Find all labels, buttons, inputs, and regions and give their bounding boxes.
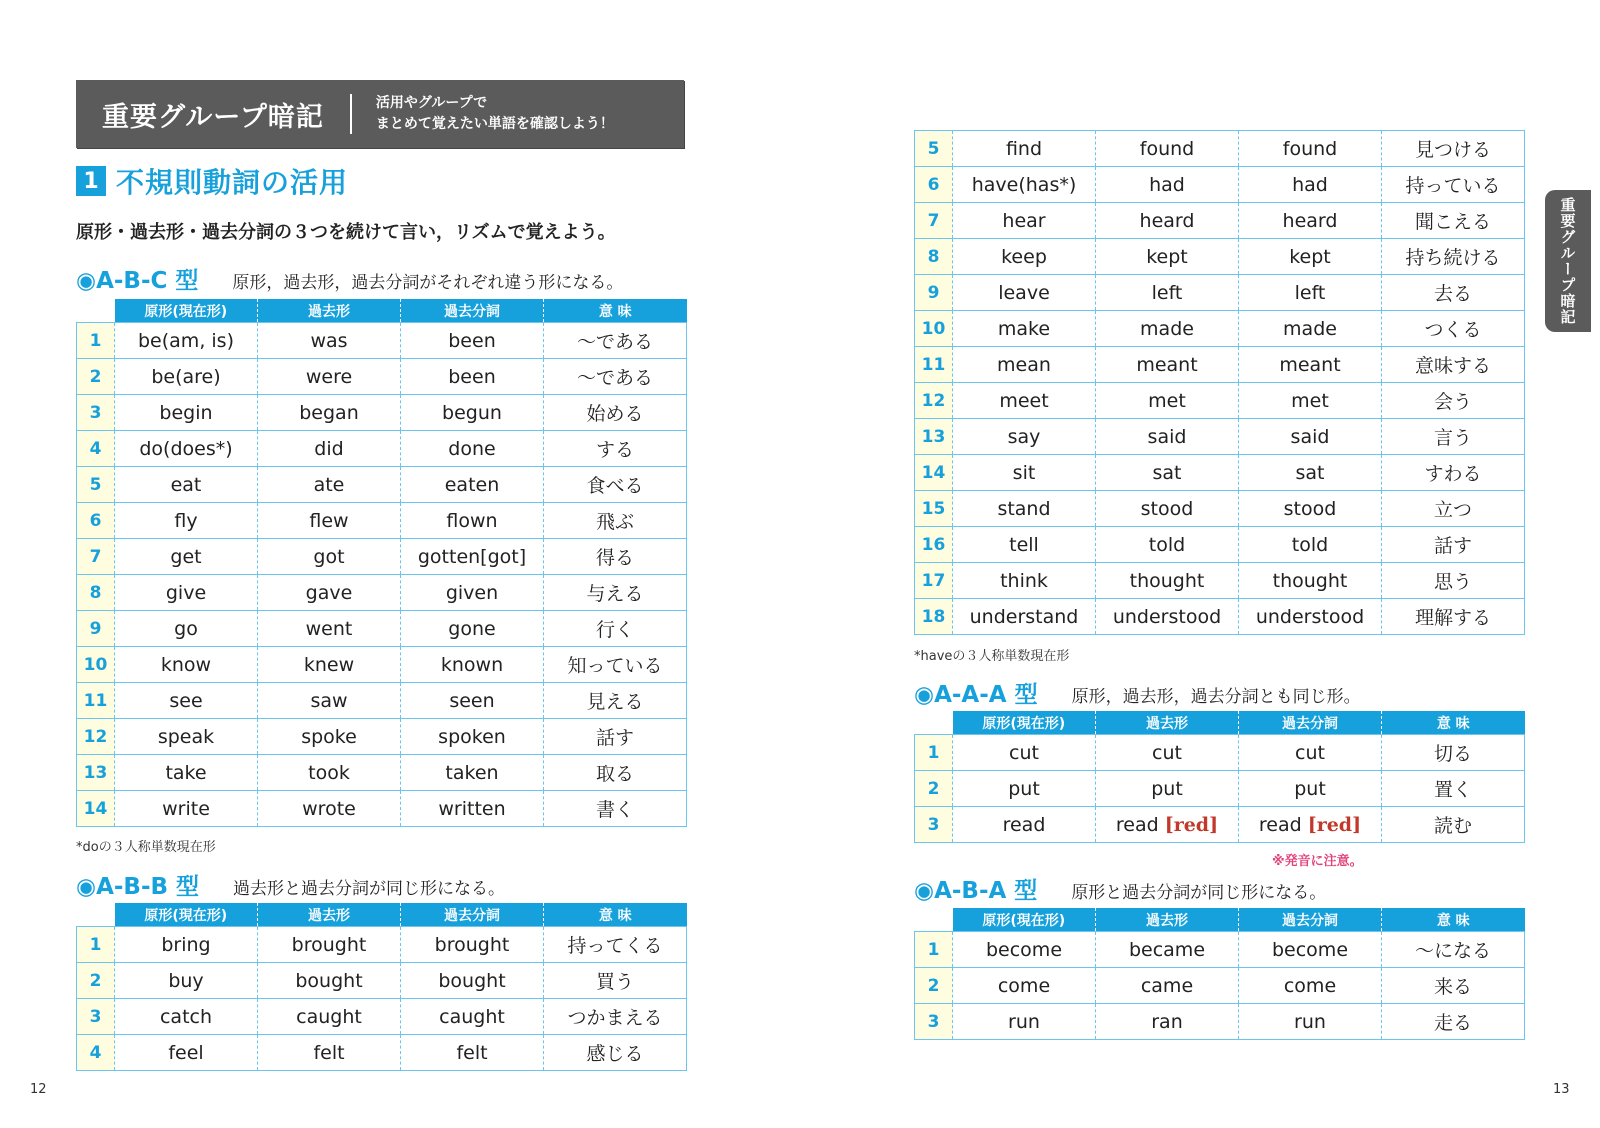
row-number: 14 bbox=[915, 455, 953, 491]
table-row bbox=[915, 419, 1525, 455]
table-row bbox=[77, 683, 687, 719]
past-participle: felt bbox=[401, 1035, 544, 1071]
abc-table bbox=[76, 299, 687, 827]
base-form: keep bbox=[953, 239, 1096, 275]
past-participle: brought bbox=[401, 927, 544, 963]
past-participle: meant bbox=[1239, 347, 1382, 383]
row-number: 12 bbox=[915, 383, 953, 419]
abc-footnote: *doの３人称単数現在形 bbox=[76, 840, 216, 855]
base-form: make bbox=[953, 311, 1096, 347]
meaning: 与える bbox=[544, 575, 687, 611]
past-form: went bbox=[258, 611, 401, 647]
meaning: ～である bbox=[544, 359, 687, 395]
base-form: fly bbox=[115, 503, 258, 539]
row-number: 6 bbox=[915, 167, 953, 203]
row-number: 14 bbox=[77, 791, 115, 827]
base-form: take bbox=[115, 755, 258, 791]
column-header: 原形(現在形) bbox=[953, 908, 1096, 932]
base-form: catch bbox=[115, 999, 258, 1035]
meaning: 書く bbox=[544, 791, 687, 827]
meaning: 切る bbox=[1382, 735, 1525, 771]
meaning: 知っている bbox=[544, 647, 687, 683]
past-form: caught bbox=[258, 999, 401, 1035]
meaning: 見える bbox=[544, 683, 687, 719]
past-form: said bbox=[1096, 419, 1239, 455]
past-form: made bbox=[1096, 311, 1239, 347]
table-row bbox=[915, 527, 1525, 563]
base-form: write bbox=[115, 791, 258, 827]
subtitle-line-1: 活用やグループで bbox=[375, 95, 488, 111]
past-form: told bbox=[1096, 527, 1239, 563]
row-number: 13 bbox=[77, 755, 115, 791]
base-form: run bbox=[953, 1004, 1096, 1040]
row-number: 9 bbox=[77, 611, 115, 647]
row-number: 8 bbox=[915, 239, 953, 275]
table-row bbox=[77, 539, 687, 575]
past-participle: become bbox=[1239, 932, 1382, 968]
table-row bbox=[915, 932, 1525, 968]
past-participle: met bbox=[1239, 383, 1382, 419]
past-participle: written bbox=[401, 791, 544, 827]
past-participle: heard bbox=[1239, 203, 1382, 239]
past-participle: begun bbox=[401, 395, 544, 431]
meaning: 立つ bbox=[1382, 491, 1525, 527]
row-number: 8 bbox=[77, 575, 115, 611]
past-form: had bbox=[1096, 167, 1239, 203]
base-form: hear bbox=[953, 203, 1096, 239]
meaning: すわる bbox=[1382, 455, 1525, 491]
past-participle: seen bbox=[401, 683, 544, 719]
meaning: 持ってくる bbox=[544, 927, 687, 963]
meaning: ～である bbox=[544, 323, 687, 359]
base-form: say bbox=[953, 419, 1096, 455]
base-form: cut bbox=[953, 735, 1096, 771]
meaning: 走る bbox=[1382, 1004, 1525, 1040]
past-participle: spoken bbox=[401, 719, 544, 755]
base-form: be(are) bbox=[115, 359, 258, 395]
table-row bbox=[77, 927, 687, 963]
column-header: 過去形 bbox=[1096, 908, 1239, 932]
base-form: give bbox=[115, 575, 258, 611]
base-form: feel bbox=[115, 1035, 258, 1071]
column-header: 過去分詞 bbox=[401, 903, 544, 927]
meaning: する bbox=[544, 431, 687, 467]
table-row bbox=[915, 491, 1525, 527]
base-form: eat bbox=[115, 467, 258, 503]
column-header: 過去分詞 bbox=[1239, 711, 1382, 735]
row-number: 10 bbox=[77, 647, 115, 683]
row-number: 1 bbox=[77, 323, 115, 359]
aaa-table bbox=[914, 711, 1525, 843]
row-number: 2 bbox=[77, 359, 115, 395]
header-divider bbox=[350, 94, 352, 134]
column-header: 原形(現在形) bbox=[115, 903, 258, 927]
table-row bbox=[915, 167, 1525, 203]
meaning: 置く bbox=[1382, 771, 1525, 807]
base-form: buy bbox=[115, 963, 258, 999]
table-row bbox=[77, 575, 687, 611]
meaning: 見つける bbox=[1382, 131, 1525, 167]
row-number: 3 bbox=[77, 999, 115, 1035]
meaning: 会う bbox=[1382, 383, 1525, 419]
table-row bbox=[915, 347, 1525, 383]
past-form: cut bbox=[1096, 735, 1239, 771]
side-index-tab[interactable]: 重要グループ暗記 bbox=[1545, 190, 1591, 332]
row-number: 3 bbox=[915, 1004, 953, 1040]
past-participle: understood bbox=[1239, 599, 1382, 635]
past-participle: been bbox=[401, 359, 544, 395]
past-form: became bbox=[1096, 932, 1239, 968]
past-participle: flown bbox=[401, 503, 544, 539]
table-row bbox=[77, 791, 687, 827]
meaning: 言う bbox=[1382, 419, 1525, 455]
past-participle: said bbox=[1239, 419, 1382, 455]
chapter-title: 重要グループ暗記 bbox=[102, 101, 324, 133]
base-form: stand bbox=[953, 491, 1096, 527]
row-number: 1 bbox=[915, 735, 953, 771]
past-participle: left bbox=[1239, 275, 1382, 311]
table-row bbox=[915, 239, 1525, 275]
table-row bbox=[915, 203, 1525, 239]
column-header: 意 味 bbox=[544, 299, 687, 323]
header-blank-cell bbox=[77, 299, 115, 323]
past-form: knew bbox=[258, 647, 401, 683]
past-form: took bbox=[258, 755, 401, 791]
table-row bbox=[77, 755, 687, 791]
table-row bbox=[77, 611, 687, 647]
past-form: read [red] bbox=[1096, 807, 1239, 843]
meaning: 読む bbox=[1382, 807, 1525, 843]
abc-title: ◉A-B-C 型 bbox=[76, 268, 199, 294]
chapter-header bbox=[76, 80, 684, 148]
past-participle: told bbox=[1239, 527, 1382, 563]
table-row bbox=[77, 431, 687, 467]
row-number: 6 bbox=[77, 503, 115, 539]
past-form: meant bbox=[1096, 347, 1239, 383]
row-number: 15 bbox=[915, 491, 953, 527]
past-participle: done bbox=[401, 431, 544, 467]
meaning: 意味する bbox=[1382, 347, 1525, 383]
column-header: 原形(現在形) bbox=[115, 299, 258, 323]
chapter-subtitle bbox=[376, 93, 614, 135]
column-header: 過去形 bbox=[258, 903, 401, 927]
past-form: spoke bbox=[258, 719, 401, 755]
table-row bbox=[915, 771, 1525, 807]
pronunciation-mark: [red] bbox=[1307, 813, 1362, 836]
past-form: saw bbox=[258, 683, 401, 719]
abc-heading bbox=[76, 262, 623, 292]
meaning: 行く bbox=[544, 611, 687, 647]
past-form: came bbox=[1096, 968, 1239, 1004]
base-form: put bbox=[953, 771, 1096, 807]
base-form: do(does*) bbox=[115, 431, 258, 467]
aba-heading bbox=[914, 872, 1326, 902]
base-form: find bbox=[953, 131, 1096, 167]
past-form: kept bbox=[1096, 239, 1239, 275]
row-number: 2 bbox=[77, 963, 115, 999]
column-header: 過去分詞 bbox=[1239, 908, 1382, 932]
aba-description: 原形と過去分詞が同じ形になる。 bbox=[1071, 883, 1327, 903]
aba-title: ◉A-B-A 型 bbox=[914, 878, 1038, 904]
base-form: be(am, is) bbox=[115, 323, 258, 359]
past-participle: found bbox=[1239, 131, 1382, 167]
meaning: 得る bbox=[544, 539, 687, 575]
pronunciation-mark: [red] bbox=[1164, 813, 1219, 836]
base-form: meet bbox=[953, 383, 1096, 419]
meaning: 買う bbox=[544, 963, 687, 999]
past-form: brought bbox=[258, 927, 401, 963]
column-header: 過去形 bbox=[1096, 711, 1239, 735]
row-number: 3 bbox=[915, 807, 953, 843]
base-form: read bbox=[953, 807, 1096, 843]
base-form: think bbox=[953, 563, 1096, 599]
past-participle: come bbox=[1239, 968, 1382, 1004]
section-number: 1 bbox=[76, 166, 106, 196]
row-number: 4 bbox=[77, 1035, 115, 1071]
row-number: 11 bbox=[77, 683, 115, 719]
base-form: tell bbox=[953, 527, 1096, 563]
meaning: 取る bbox=[544, 755, 687, 791]
meaning: 感じる bbox=[544, 1035, 687, 1071]
table-row bbox=[77, 647, 687, 683]
past-participle: had bbox=[1239, 167, 1382, 203]
table-row bbox=[915, 563, 1525, 599]
row-number: 3 bbox=[77, 395, 115, 431]
past-form: felt bbox=[258, 1035, 401, 1071]
past-form: thought bbox=[1096, 563, 1239, 599]
table-row bbox=[915, 383, 1525, 419]
row-number: 2 bbox=[915, 771, 953, 807]
table-row bbox=[77, 503, 687, 539]
table-row bbox=[915, 1004, 1525, 1040]
row-number: 12 bbox=[77, 719, 115, 755]
abb-table-continued bbox=[914, 130, 1525, 635]
past-form: were bbox=[258, 359, 401, 395]
section-heading bbox=[76, 164, 348, 198]
row-number: 2 bbox=[915, 968, 953, 1004]
past-form: ran bbox=[1096, 1004, 1239, 1040]
pronunciation-note: ※発音に注意。 bbox=[1272, 854, 1363, 869]
aaa-description: 原形，過去形，過去分詞とも同じ形。 bbox=[1071, 687, 1361, 707]
past-participle: put bbox=[1239, 771, 1382, 807]
table-row bbox=[915, 311, 1525, 347]
past-form: did bbox=[258, 431, 401, 467]
aaa-title: ◉A-A-A 型 bbox=[914, 682, 1038, 708]
meaning: 思う bbox=[1382, 563, 1525, 599]
table-row bbox=[915, 599, 1525, 635]
row-number: 10 bbox=[915, 311, 953, 347]
meaning: 来る bbox=[1382, 968, 1525, 1004]
row-number: 9 bbox=[915, 275, 953, 311]
past-form: heard bbox=[1096, 203, 1239, 239]
base-form: get bbox=[115, 539, 258, 575]
table-row bbox=[915, 968, 1525, 1004]
row-number: 11 bbox=[915, 347, 953, 383]
row-number: 16 bbox=[915, 527, 953, 563]
past-form: bought bbox=[258, 963, 401, 999]
meaning: 飛ぶ bbox=[544, 503, 687, 539]
past-participle: run bbox=[1239, 1004, 1382, 1040]
past-form: began bbox=[258, 395, 401, 431]
table-row bbox=[77, 467, 687, 503]
past-form: wrote bbox=[258, 791, 401, 827]
meaning: 持っている bbox=[1382, 167, 1525, 203]
row-number: 1 bbox=[915, 932, 953, 968]
past-participle: known bbox=[401, 647, 544, 683]
base-form: see bbox=[115, 683, 258, 719]
header-blank-cell bbox=[915, 711, 953, 735]
base-form: speak bbox=[115, 719, 258, 755]
past-form: sat bbox=[1096, 455, 1239, 491]
past-participle: gotten[got] bbox=[401, 539, 544, 575]
column-header: 意 味 bbox=[544, 903, 687, 927]
abb-table bbox=[76, 903, 687, 1071]
base-form: have(has*) bbox=[953, 167, 1096, 203]
base-form: begin bbox=[115, 395, 258, 431]
row-number: 17 bbox=[915, 563, 953, 599]
past-participle: thought bbox=[1239, 563, 1382, 599]
table-row bbox=[915, 735, 1525, 771]
past-form: found bbox=[1096, 131, 1239, 167]
row-number: 18 bbox=[915, 599, 953, 635]
page-number-right: 13 bbox=[1553, 1082, 1570, 1097]
table-row bbox=[915, 807, 1525, 843]
header-blank-cell bbox=[77, 903, 115, 927]
meaning: 食べる bbox=[544, 467, 687, 503]
table-row bbox=[77, 963, 687, 999]
table-row bbox=[77, 359, 687, 395]
past-participle: given bbox=[401, 575, 544, 611]
past-form: got bbox=[258, 539, 401, 575]
aba-table bbox=[914, 908, 1525, 1040]
section-intro: 原形・過去形・過去分詞の３つを続けて言い，リズムで覚えよう。 bbox=[76, 222, 616, 243]
past-form: understood bbox=[1096, 599, 1239, 635]
past-form: left bbox=[1096, 275, 1239, 311]
abb-title: ◉A-B-B 型 bbox=[76, 874, 200, 900]
meaning: 始める bbox=[544, 395, 687, 431]
past-form: stood bbox=[1096, 491, 1239, 527]
past-form: was bbox=[258, 323, 401, 359]
past-participle: read [red] bbox=[1239, 807, 1382, 843]
past-participle: eaten bbox=[401, 467, 544, 503]
meaning: 理解する bbox=[1382, 599, 1525, 635]
page-number-left: 12 bbox=[30, 1082, 47, 1097]
table-row bbox=[915, 455, 1525, 491]
column-header: 意 味 bbox=[1382, 711, 1525, 735]
meaning: つくる bbox=[1382, 311, 1525, 347]
base-form: understand bbox=[953, 599, 1096, 635]
meaning: 聞こえる bbox=[1382, 203, 1525, 239]
row-number: 5 bbox=[77, 467, 115, 503]
base-form: mean bbox=[953, 347, 1096, 383]
table-row bbox=[77, 719, 687, 755]
base-form: sit bbox=[953, 455, 1096, 491]
past-participle: gone bbox=[401, 611, 544, 647]
meaning: 持ち続ける bbox=[1382, 239, 1525, 275]
base-form: go bbox=[115, 611, 258, 647]
table-row bbox=[915, 131, 1525, 167]
section-title: 不規則動詞の活用 bbox=[116, 166, 349, 199]
base-form: come bbox=[953, 968, 1096, 1004]
past-participle: been bbox=[401, 323, 544, 359]
aaa-heading bbox=[914, 676, 1361, 706]
abb-footnote: *haveの３人称単数現在形 bbox=[914, 649, 1070, 664]
abb-description: 過去形と過去分詞が同じ形になる。 bbox=[233, 879, 506, 899]
past-form: gave bbox=[258, 575, 401, 611]
past-form: met bbox=[1096, 383, 1239, 419]
table-row bbox=[77, 1035, 687, 1071]
header-blank-cell bbox=[915, 908, 953, 932]
meaning: 去る bbox=[1382, 275, 1525, 311]
row-number: 7 bbox=[77, 539, 115, 575]
meaning: ～になる bbox=[1382, 932, 1525, 968]
base-form: bring bbox=[115, 927, 258, 963]
past-participle: made bbox=[1239, 311, 1382, 347]
column-header: 原形(現在形) bbox=[953, 711, 1096, 735]
row-number: 7 bbox=[915, 203, 953, 239]
past-participle: caught bbox=[401, 999, 544, 1035]
abb-heading bbox=[76, 868, 505, 898]
past-participle: kept bbox=[1239, 239, 1382, 275]
table-row bbox=[77, 395, 687, 431]
row-number: 4 bbox=[77, 431, 115, 467]
base-form: become bbox=[953, 932, 1096, 968]
meaning: 話す bbox=[544, 719, 687, 755]
past-form: put bbox=[1096, 771, 1239, 807]
column-header: 過去形 bbox=[258, 299, 401, 323]
base-form: know bbox=[115, 647, 258, 683]
table-row bbox=[77, 323, 687, 359]
past-form: ate bbox=[258, 467, 401, 503]
column-header: 意 味 bbox=[1382, 908, 1525, 932]
column-header: 過去分詞 bbox=[401, 299, 544, 323]
past-participle: sat bbox=[1239, 455, 1382, 491]
abc-description: 原形，過去形，過去分詞がそれぞれ違う形になる。 bbox=[232, 273, 624, 293]
base-form: leave bbox=[953, 275, 1096, 311]
meaning: 話す bbox=[1382, 527, 1525, 563]
past-form: flew bbox=[258, 503, 401, 539]
meaning: つかまえる bbox=[544, 999, 687, 1035]
row-number: 1 bbox=[77, 927, 115, 963]
row-number: 5 bbox=[915, 131, 953, 167]
past-participle: taken bbox=[401, 755, 544, 791]
row-number: 13 bbox=[915, 419, 953, 455]
past-participle: stood bbox=[1239, 491, 1382, 527]
table-row bbox=[915, 275, 1525, 311]
past-participle: cut bbox=[1239, 735, 1382, 771]
past-participle: bought bbox=[401, 963, 544, 999]
subtitle-line-2: まとめて覚えたい単語を確認しよう！ bbox=[375, 116, 614, 132]
table-row bbox=[77, 999, 687, 1035]
